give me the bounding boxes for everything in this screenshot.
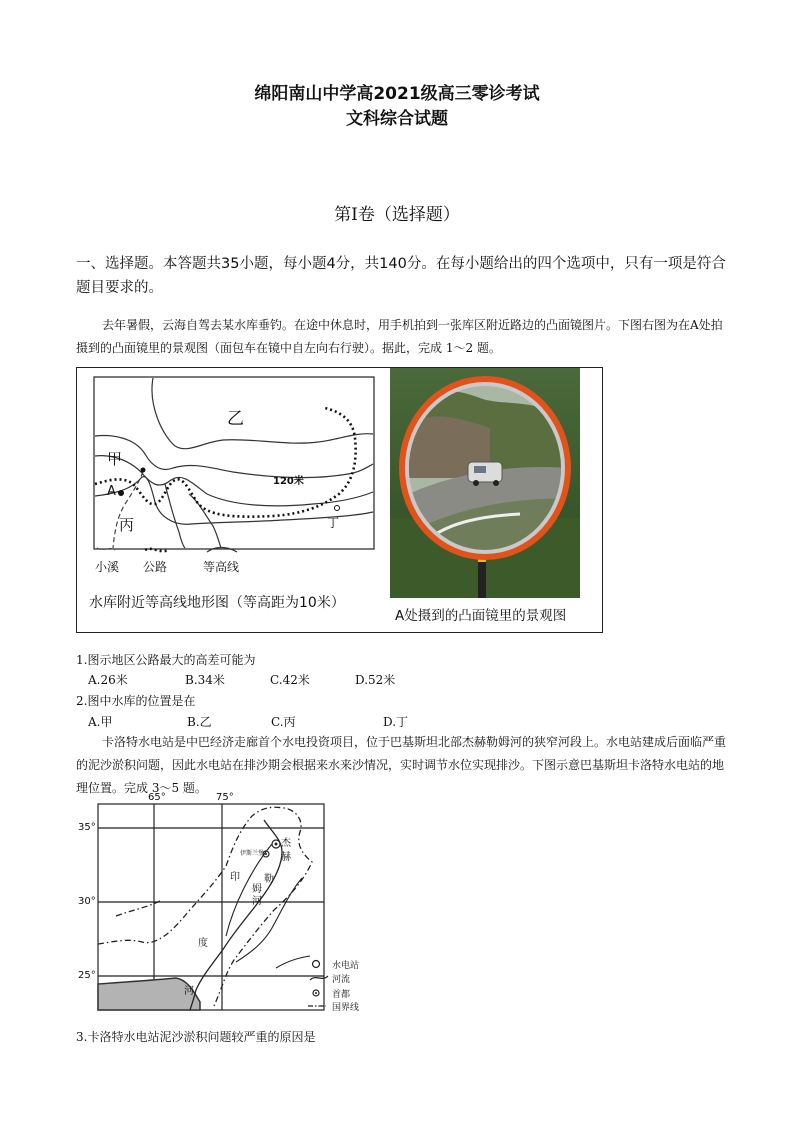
label-mu: 姆 [252, 884, 262, 895]
q1-option-a: A.26米 [88, 673, 128, 687]
label-jia: 甲 [107, 450, 123, 468]
q2-option-a: A.甲 [88, 715, 113, 729]
legend-river: 河流 [332, 975, 351, 985]
label-jie: 杰 [281, 838, 291, 849]
lon-label-75: 75° [216, 792, 234, 803]
label-capital: 伊斯兰堡 [240, 850, 265, 857]
question-1-stem: 1.图示地区公路最大的高差可能为 [76, 653, 256, 667]
q2-option-d: D.丁 [383, 715, 409, 729]
lat-label-25: 25° [78, 970, 96, 981]
label-a: A [107, 484, 116, 499]
label-le: 勒 [264, 874, 274, 885]
label-he3: 河 [252, 896, 262, 907]
legend-capital: 首都 [332, 990, 351, 1000]
legend-station: 水电站 [332, 961, 360, 971]
label-he2: 赫 [281, 852, 291, 863]
passage-2: 卡洛特水电站是中巴经济走廊首个水电投资项目，位于巴基斯坦北部杰赫勒姆河的狭窄河段上。水电站建成后面临严重的泥沙淤积问题，因此水电站在排沙期会根据来水来沙情况，实时调节水位实现排沙。下图示意巴基斯坦卡洛特水电站的地理位置。完成 3～5 题。 [76, 735, 727, 795]
question-2-stem: 2.图中水库的位置是在 [76, 694, 196, 708]
label-ding: 丁 [327, 516, 340, 530]
lat-label-30: 30° [78, 896, 96, 907]
q1-option-d: D.52米 [355, 673, 396, 687]
exam-title: 绵阳南山中学高2021级高三零诊考试 [254, 84, 540, 104]
legend-road: 公路 [143, 560, 168, 574]
label-contour-120: 120米 [273, 476, 304, 487]
instruction-text: 一、选择题。本答题共35小题，每小题4分，共140分。在每小题给出的四个选项中，只有一项是符合题目要求的。 [76, 256, 726, 296]
label-bing: 丙 [119, 516, 135, 534]
q1-option-c: C.42米 [270, 673, 310, 687]
q2-option-c: C.丙 [271, 715, 296, 729]
figure-1-right-caption: A处摄到的凸面镜里的景观图 [395, 608, 567, 624]
question-3-stem: 3.卡洛特水电站泥沙淤积问题较严重的原因是 [76, 1030, 316, 1044]
legend-stream: 小溪 [95, 560, 120, 574]
section-heading: 第Ⅰ卷（选择题） [334, 205, 460, 225]
label-yi: 乙 [227, 409, 244, 429]
label-he: 河 [184, 986, 194, 997]
figure-1 [76, 367, 603, 633]
q2-option-b: B.乙 [187, 715, 212, 729]
label-yin: 印 [230, 872, 240, 883]
legend-symbols [95, 544, 275, 558]
figure-1-left-caption: 水库附近等高线地形图（等高距为10米） [89, 595, 345, 611]
passage-1: 去年暑假，云海自驾去某水库垂钓。在途中休息时，用手机拍到一张库区附近路边的凸面镜图片。下图右图为在A处拍摄到的凸面镜里的景观图（面包车在镜中自左向右行驶）。据此，完成 1～2 题。 [76, 318, 723, 355]
lat-label-35: 35° [78, 822, 96, 833]
convex-mirror-photo [390, 368, 580, 598]
legend-border: 国界线 [332, 1003, 360, 1013]
lon-label-65: 65° [148, 792, 166, 803]
exam-subtitle: 文科综合试题 [346, 109, 448, 129]
label-du: 度 [198, 938, 208, 949]
figure-2 [76, 792, 388, 1014]
q1-option-b: B.34米 [185, 673, 225, 687]
legend-contour: 等高线 [203, 560, 240, 574]
